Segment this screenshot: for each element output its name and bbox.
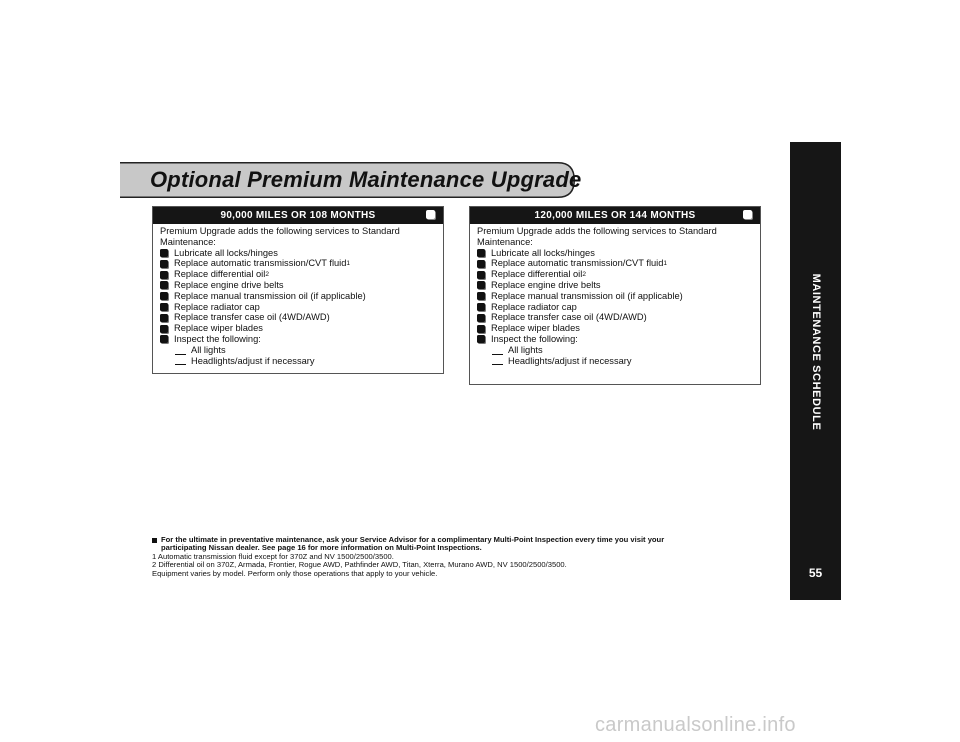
service-item <box>160 302 437 313</box>
blank-line-icon[interactable] <box>492 346 503 355</box>
service-item <box>477 323 754 334</box>
card-heading: 120,000 MILES OR 144 MONTHS <box>534 210 696 221</box>
inspect-item <box>477 345 754 356</box>
checkbox-icon[interactable] <box>160 260 168 268</box>
service-item <box>477 280 754 291</box>
blank-line-icon[interactable] <box>492 356 503 365</box>
maintenance-card-120k <box>469 206 761 385</box>
service-label: Replace transfer case oil (4WD/AWD) <box>491 312 647 323</box>
service-item <box>477 312 754 323</box>
service-label: Replace differential oil <box>491 269 583 280</box>
checkbox-icon[interactable] <box>477 260 485 268</box>
maintenance-card-90k <box>152 206 444 374</box>
service-item <box>160 280 437 291</box>
card-header <box>470 207 760 224</box>
service-label: Replace automatic transmission/CVT fluid <box>174 258 347 269</box>
checkbox-icon[interactable] <box>160 249 168 257</box>
service-item <box>160 323 437 334</box>
service-list <box>160 248 437 367</box>
service-label: Replace transfer case oil (4WD/AWD) <box>174 312 330 323</box>
checkbox-icon[interactable] <box>160 303 168 311</box>
service-label: Replace engine drive belts <box>491 279 601 290</box>
service-item: Replace automatic transmission/CVT fluid 1 <box>160 258 437 269</box>
checkbox-icon[interactable] <box>477 303 485 311</box>
service-item <box>160 291 437 302</box>
intro-line: Premium Upgrade adds the following services to Standard <box>160 226 400 236</box>
checkbox-icon[interactable] <box>426 210 435 219</box>
title-banner <box>120 162 582 198</box>
service-item <box>477 334 754 345</box>
service-label: Inspect the following: <box>174 333 261 344</box>
service-label: Replace manual transmission oil (if applicable) <box>174 290 366 301</box>
blank-line-icon[interactable] <box>175 346 186 355</box>
service-label: Replace manual transmission oil (if applicable) <box>491 290 683 301</box>
service-item: Replace automatic transmission/CVT fluid 1 <box>477 258 754 269</box>
checkbox-icon[interactable] <box>160 281 168 289</box>
service-label: Replace engine drive belts <box>174 279 284 290</box>
note-line: participating Nissan dealer. See page 16 for more information on Multi-Point Inspections. <box>161 543 482 553</box>
service-item <box>160 248 437 259</box>
blank-line-icon[interactable] <box>175 356 186 365</box>
service-item <box>477 291 754 302</box>
inspect-label: Headlights/adjust if necessary <box>191 355 315 366</box>
service-item <box>477 302 754 313</box>
intro-text <box>477 226 754 248</box>
checkbox-icon[interactable] <box>743 210 752 219</box>
service-item: Replace differential oil 2 <box>477 269 754 280</box>
checkbox-icon[interactable] <box>477 292 485 300</box>
service-item: Replace differential oil 2 <box>160 269 437 280</box>
card-body <box>153 224 443 366</box>
service-label: Replace wiper blades <box>174 323 263 334</box>
service-item <box>160 312 437 323</box>
section-tab <box>790 142 841 600</box>
equipment-note: Equipment varies by model. Perform only those operations that apply to your vehicle. <box>152 568 438 578</box>
checkbox-icon[interactable] <box>477 314 485 322</box>
checkbox-icon[interactable] <box>160 292 168 300</box>
inspect-item <box>477 356 754 367</box>
checkbox-icon[interactable] <box>477 271 485 279</box>
intro-line: Maintenance: <box>160 236 216 247</box>
section-tab-label: MAINTENANCE SCHEDULE <box>809 273 822 431</box>
card-body <box>470 224 760 366</box>
note-line: For the ultimate in preventative maintenance, ask your Service Advisor for a complimentary Multi-Point Inspection every time you visit your <box>161 535 665 544</box>
watermark: carmanualsonline.info <box>595 714 796 736</box>
service-label: Inspect the following: <box>491 333 578 344</box>
checkbox-icon[interactable] <box>477 325 485 333</box>
page-title: Optional Premium Maintenance Upgrade <box>150 167 582 192</box>
service-list <box>477 248 754 367</box>
inspect-label: Headlights/adjust if necessary <box>508 355 632 366</box>
inspect-item <box>160 345 437 356</box>
service-label: Replace radiator cap <box>174 301 260 312</box>
service-label: Replace automatic transmission/CVT fluid <box>491 258 664 269</box>
checkbox-icon[interactable] <box>477 281 485 289</box>
checkbox-icon[interactable] <box>160 314 168 322</box>
service-label: Lubricate all locks/hinges <box>491 247 595 258</box>
intro-line: Maintenance: <box>477 236 533 247</box>
service-label: Replace differential oil <box>174 269 266 280</box>
service-label: Replace radiator cap <box>491 301 577 312</box>
footnote-1: 1 Automatic transmission fluid except for 370Z and NV 1500/2500/3500. <box>152 551 394 561</box>
footnote-2: 2 Differential oil on 370Z, Armada, Frontier, Rogue AWD, Pathfinder AWD, Titan, Xterra, Murano AWD, NV 1500/2500/3500. <box>152 560 567 570</box>
checkbox-icon <box>152 538 157 543</box>
card-header <box>153 207 443 224</box>
inspect-label: All lights <box>508 344 543 355</box>
inspect-label: All lights <box>191 344 226 355</box>
checkbox-icon[interactable] <box>477 335 485 343</box>
checkbox-icon[interactable] <box>160 325 168 333</box>
service-item <box>160 334 437 345</box>
service-label: Lubricate all locks/hinges <box>174 247 278 258</box>
inspect-item <box>160 356 437 367</box>
page-number: 55 <box>808 566 823 580</box>
card-heading: 90,000 MILES OR 108 MONTHS <box>220 210 376 221</box>
intro-line: Premium Upgrade adds the following services to Standard <box>477 226 717 236</box>
checkbox-icon[interactable] <box>160 335 168 343</box>
footnotes <box>152 536 772 578</box>
checkbox-icon[interactable] <box>477 249 485 257</box>
intro-text <box>160 226 437 248</box>
service-item <box>477 248 754 259</box>
checkbox-icon[interactable] <box>160 271 168 279</box>
service-label: Replace wiper blades <box>491 323 580 334</box>
multipoint-note <box>152 536 772 553</box>
